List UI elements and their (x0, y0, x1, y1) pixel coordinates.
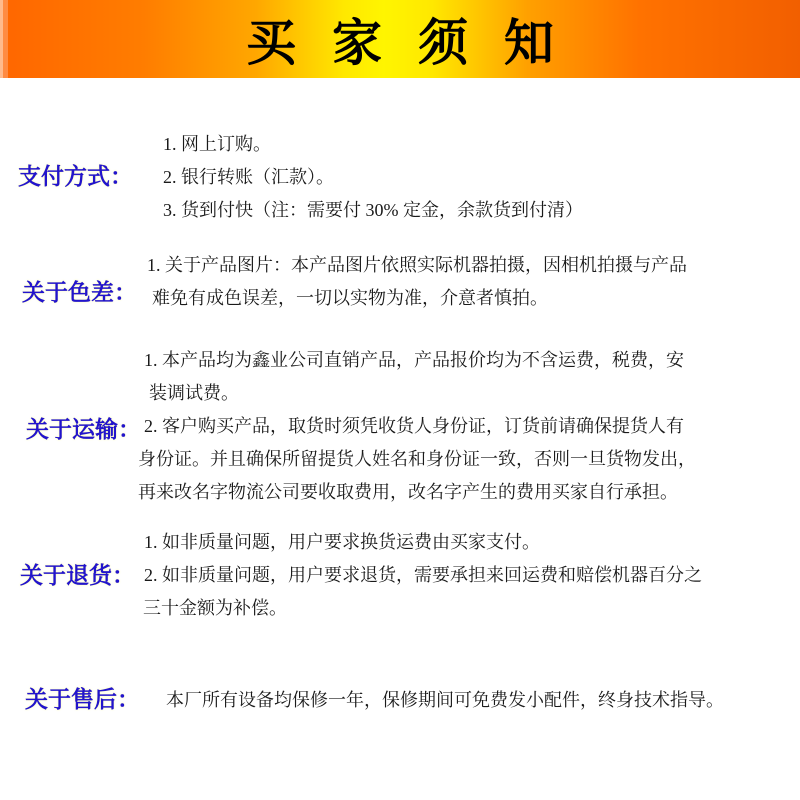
section-label-returns: 关于退货： (20, 562, 135, 588)
section-label-color-difference: 关于色差： (22, 279, 137, 305)
banner-title: 买 家 须 知 (246, 15, 565, 71)
section-content-after-sales (166, 684, 724, 717)
banner (0, 0, 800, 78)
section-label-shipping: 关于运输： (26, 416, 141, 442)
section-content-color-difference (147, 249, 687, 315)
notice-line: 1. 关于产品图片：本产品图片依照实际机器拍摄，因相机拍摄与产品 (147, 255, 687, 275)
banner-left-edge-tint (3, 0, 8, 78)
notice-line: 再来改名字物流公司要收取费用，改名字产生的费用买家自行承担。 (138, 482, 678, 502)
notice-line: 三十金额为补偿。 (143, 598, 287, 618)
notice-line: 难免有成色误差，一切以实物为准，介意者慎拍。 (152, 288, 548, 308)
notice-line: 2. 银行转账（汇款）。 (163, 167, 334, 187)
section-content-payment (163, 128, 583, 227)
notice-line: 身份证。并且确保所留提货人姓名和身份证一致，否则一旦货物发出， (138, 449, 696, 469)
notice-line: 2. 如非质量问题，用户要求退货，需要承担来回运费和赔偿机器百分之 (144, 565, 702, 585)
notice-line: 1. 网上订购。 (163, 134, 271, 154)
section-label-after-sales: 关于售后： (25, 686, 140, 712)
section-content-returns (144, 526, 702, 625)
section-label-payment: 支付方式： (18, 163, 133, 189)
notice-line: 装调试费。 (149, 383, 239, 403)
notice-line: 2. 客户购买产品，取货时须凭收货人身份证，订货前请确保提货人有 (144, 416, 684, 436)
section-content-shipping (138, 344, 696, 509)
notice-line: 1. 本产品均为鑫业公司直销产品，产品报价均为不含运费，税费，安 (144, 350, 684, 370)
notice-line: 1. 如非质量问题，用户要求换货运费由买家支付。 (144, 532, 540, 552)
notice-line: 3. 货到付快（注：需要付 30% 定金，余款货到付清） (163, 200, 583, 220)
notice-line: 本厂所有设备均保修一年，保修期间可免费发小配件，终身技术指导。 (166, 690, 724, 710)
